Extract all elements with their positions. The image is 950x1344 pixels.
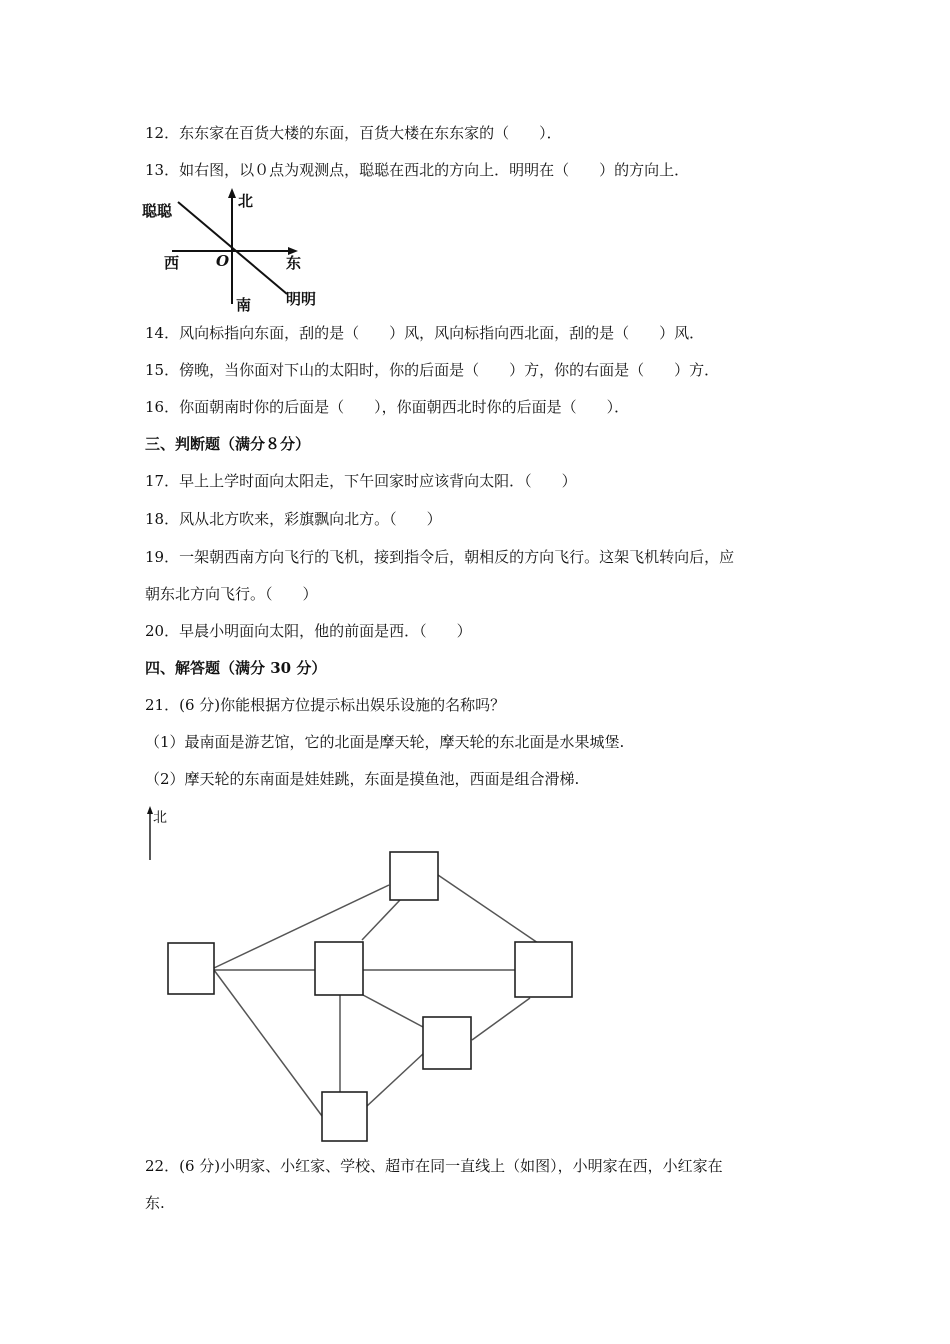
question-22-line1: 22．(6 分)小明家、小红家、学校、超市在同一直线上（如图），小明家在西，小红家在 <box>145 1157 723 1175</box>
line-southeast-to-east <box>472 998 530 1040</box>
facility-box-east[interactable] <box>515 942 572 997</box>
label-mingming: 明明 <box>286 290 317 308</box>
question-17: 17．早上上学时面向太阳走，下午回家时应该背向太阳．（ ） <box>145 472 577 490</box>
label-west: 西 <box>164 254 180 272</box>
facility-box-north[interactable] <box>390 852 438 900</box>
label-congcong: 聪聪 <box>142 202 173 220</box>
line-south-to-southeast <box>367 1053 424 1106</box>
label-east: 东 <box>286 254 302 272</box>
facility-box-southeast[interactable] <box>423 1017 471 1069</box>
compass-diagram <box>140 186 340 314</box>
question-20: 20．早晨小明面向太阳，他的前面是西．（ ） <box>145 622 472 640</box>
question-18: 18．风从北方吹来，彩旗飘向北方。（ ） <box>145 510 442 528</box>
section-judgement-heading: 三、判断题（满分８分） <box>145 435 311 453</box>
question-14: 14．风向标指向东面，刮的是（ ）风，风向标指向西北面，刮的是（ ）风． <box>145 324 705 342</box>
line-west-to-south <box>214 970 322 1116</box>
label-south: 南 <box>236 296 252 314</box>
question-21: 21．(6 分)你能根据方位提示标出娱乐设施的名称吗？ <box>145 696 506 714</box>
section-answer-heading: 四、解答题（满分 30 分） <box>145 659 327 677</box>
question-15: 15．傍晚，当你面对下山的太阳时，你的后面是（ ）方，你的右面是（ ）方． <box>145 361 720 379</box>
question-12: 12．东东家在百货大楼的东面，百货大楼在东东家的（ ）． <box>145 124 562 142</box>
north-arrow-icon <box>228 188 236 198</box>
label-origin: O <box>216 252 230 270</box>
question-21-hint-1: （1）最南面是游艺馆，它的北面是摩天轮，摩天轮的东北面是水果城堡. <box>145 733 625 751</box>
line-center-to-north <box>362 900 400 940</box>
facility-box-south[interactable] <box>322 1092 367 1141</box>
question-21-hint-2: （2）摩天轮的东南面是娃娃跳，东面是摸鱼池，西面是组合滑梯. <box>145 770 580 788</box>
map-north-label: 北 <box>153 810 167 826</box>
line-center-to-southeast <box>363 995 423 1027</box>
facility-box-west[interactable] <box>168 943 214 994</box>
question-22-line2: 东. <box>145 1194 165 1212</box>
question-13: 13．如右图，以０点为观测点，聪聪在西北的方向上．明明在（ ）的方向上． <box>145 161 690 179</box>
question-19-line2: 朝东北方向飞行。（ ） <box>145 585 318 603</box>
facility-box-center[interactable] <box>315 942 363 995</box>
line-north-to-east <box>438 875 538 943</box>
amusement-map-diagram <box>140 800 590 1150</box>
label-north: 北 <box>238 192 254 210</box>
question-19-line1: 19．一架朝西南方向飞行的飞机，接到指令后，朝相反的方向飞行。这架飞机转向后，应 <box>145 548 735 566</box>
question-16: 16．你面朝南时你的后面是（ ），你面朝西北时你的后面是（ ）． <box>145 398 630 416</box>
